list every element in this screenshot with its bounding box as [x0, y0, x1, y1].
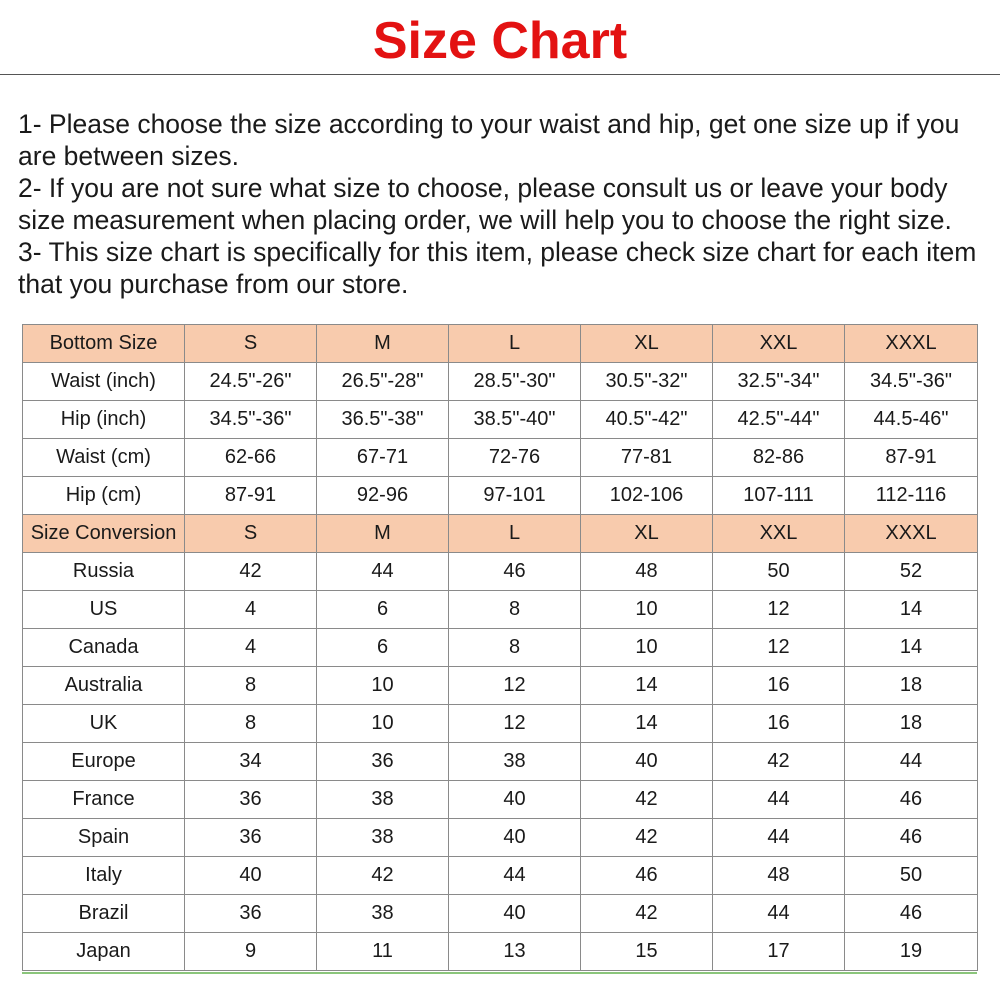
table-cell: 38 [317, 781, 449, 819]
table-cell: 44 [713, 819, 845, 857]
table-cell: 38.5"-40" [449, 401, 581, 439]
header-size-cell: L [449, 515, 581, 553]
table-cell: 18 [845, 705, 978, 743]
table-cell: 11 [317, 933, 449, 971]
table-cell: 30.5"-32" [581, 363, 713, 401]
table-cell: 87-91 [185, 477, 317, 515]
note-2: 2- If you are not sure what size to choose, please consult us or leave your body size measurement when placing order, we will help you to choose the right size. [18, 173, 952, 235]
header-size-cell: M [317, 515, 449, 553]
table-cell: 40 [449, 781, 581, 819]
table-cell: 16 [713, 705, 845, 743]
note-3: 3- This size chart is specifically for this item, please check size chart for each item that you purchase from our store. [18, 237, 977, 299]
table-cell: 72-76 [449, 439, 581, 477]
table-cell: 36 [317, 743, 449, 781]
table-cell: 42.5"-44" [713, 401, 845, 439]
table-cell: 40 [449, 819, 581, 857]
table-cell: 14 [845, 591, 978, 629]
row-label-cell: France [23, 781, 185, 819]
table-cell: 13 [449, 933, 581, 971]
table-cell: 14 [581, 667, 713, 705]
table-row [23, 591, 978, 629]
table-cell: 28.5"-30" [449, 363, 581, 401]
table-cell: 46 [581, 857, 713, 895]
table-cell: 38 [449, 743, 581, 781]
table-cell: 18 [845, 667, 978, 705]
row-label-cell: Waist (inch) [23, 363, 185, 401]
table-cell: 67-71 [317, 439, 449, 477]
table-header-row [23, 515, 978, 553]
table-cell: 38 [317, 819, 449, 857]
table-bottom-accent [22, 972, 977, 974]
table-cell: 19 [845, 933, 978, 971]
row-label-cell: Hip (cm) [23, 477, 185, 515]
table-cell: 40 [185, 857, 317, 895]
header-label-cell: Bottom Size [23, 325, 185, 363]
table-row [23, 933, 978, 971]
table-cell: 48 [713, 857, 845, 895]
table-row [23, 895, 978, 933]
table-cell: 8 [185, 705, 317, 743]
table-cell: 34 [185, 743, 317, 781]
table-cell: 42 [317, 857, 449, 895]
table-cell: 77-81 [581, 439, 713, 477]
table-cell: 10 [581, 629, 713, 667]
table-cell: 44.5-46" [845, 401, 978, 439]
page-title: Size Chart [372, 12, 628, 70]
table-row [23, 743, 978, 781]
header-label-cell: Size Conversion [23, 515, 185, 553]
header-size-cell: M [317, 325, 449, 363]
header-size-cell: L [449, 325, 581, 363]
table-cell: 16 [713, 667, 845, 705]
table-cell: 87-91 [845, 439, 978, 477]
table-cell: 34.5"-36" [845, 363, 978, 401]
row-label-cell: Australia [23, 667, 185, 705]
table-cell: 24.5"-26" [185, 363, 317, 401]
header-size-cell: XL [581, 515, 713, 553]
table-cell: 92-96 [317, 477, 449, 515]
table-cell: 44 [317, 553, 449, 591]
header-size-cell: XXXL [845, 325, 978, 363]
size-table-body [23, 325, 978, 971]
table-cell: 4 [185, 629, 317, 667]
row-label-cell: Spain [23, 819, 185, 857]
table-cell: 46 [449, 553, 581, 591]
table-cell: 44 [713, 781, 845, 819]
table-cell: 36.5"-38" [317, 401, 449, 439]
row-label-cell: Europe [23, 743, 185, 781]
row-label-cell: Italy [23, 857, 185, 895]
table-cell: 36 [185, 781, 317, 819]
row-label-cell: UK [23, 705, 185, 743]
table-cell: 52 [845, 553, 978, 591]
table-cell: 50 [845, 857, 978, 895]
table-row [23, 553, 978, 591]
row-label-cell: Hip (inch) [23, 401, 185, 439]
row-label-cell: Canada [23, 629, 185, 667]
header-size-cell: XXXL [845, 515, 978, 553]
table-cell: 34.5"-36" [185, 401, 317, 439]
header-size-cell: XL [581, 325, 713, 363]
table-cell: 4 [185, 591, 317, 629]
table-cell: 44 [449, 857, 581, 895]
row-label-cell: Japan [23, 933, 185, 971]
table-cell: 44 [713, 895, 845, 933]
table-cell: 9 [185, 933, 317, 971]
table-cell: 107-111 [713, 477, 845, 515]
table-cell: 26.5"-28" [317, 363, 449, 401]
size-table [22, 324, 978, 971]
table-cell: 6 [317, 629, 449, 667]
row-label-cell: Brazil [23, 895, 185, 933]
table-cell: 40.5"-42" [581, 401, 713, 439]
table-cell: 42 [581, 781, 713, 819]
table-row [23, 667, 978, 705]
table-cell: 12 [449, 667, 581, 705]
size-notes [18, 108, 993, 300]
table-cell: 48 [581, 553, 713, 591]
table-cell: 46 [845, 895, 978, 933]
table-cell: 62-66 [185, 439, 317, 477]
table-cell: 6 [317, 591, 449, 629]
table-row [23, 857, 978, 895]
table-cell: 50 [713, 553, 845, 591]
table-cell: 8 [449, 629, 581, 667]
table-row [23, 705, 978, 743]
table-cell: 38 [317, 895, 449, 933]
table-cell: 42 [581, 895, 713, 933]
row-label-cell: US [23, 591, 185, 629]
table-cell: 32.5"-34" [713, 363, 845, 401]
table-cell: 40 [449, 895, 581, 933]
header-size-cell: XXL [713, 325, 845, 363]
table-row [23, 439, 978, 477]
table-cell: 10 [581, 591, 713, 629]
table-cell: 46 [845, 819, 978, 857]
table-row [23, 629, 978, 667]
header-size-cell: S [185, 325, 317, 363]
table-cell: 42 [185, 553, 317, 591]
table-cell: 8 [449, 591, 581, 629]
row-label-cell: Russia [23, 553, 185, 591]
table-cell: 40 [581, 743, 713, 781]
header-size-cell: XXL [713, 515, 845, 553]
table-header-row [23, 325, 978, 363]
title-divider [0, 74, 1000, 75]
table-cell: 42 [713, 743, 845, 781]
table-cell: 14 [581, 705, 713, 743]
table-cell: 15 [581, 933, 713, 971]
table-cell: 10 [317, 667, 449, 705]
table-cell: 102-106 [581, 477, 713, 515]
table-row [23, 781, 978, 819]
table-cell: 46 [845, 781, 978, 819]
table-row [23, 819, 978, 857]
table-row [23, 401, 978, 439]
table-cell: 10 [317, 705, 449, 743]
table-cell: 14 [845, 629, 978, 667]
table-cell: 112-116 [845, 477, 978, 515]
table-cell: 36 [185, 895, 317, 933]
table-cell: 42 [581, 819, 713, 857]
table-cell: 12 [713, 591, 845, 629]
table-cell: 82-86 [713, 439, 845, 477]
header-size-cell: S [185, 515, 317, 553]
table-cell: 12 [449, 705, 581, 743]
table-cell: 12 [713, 629, 845, 667]
table-cell: 17 [713, 933, 845, 971]
row-label-cell: Waist (cm) [23, 439, 185, 477]
table-row [23, 363, 978, 401]
table-cell: 36 [185, 819, 317, 857]
table-cell: 97-101 [449, 477, 581, 515]
table-cell: 8 [185, 667, 317, 705]
table-row [23, 477, 978, 515]
note-1: 1- Please choose the size according to your waist and hip, get one size up if you are between sizes. [18, 109, 960, 171]
table-cell: 44 [845, 743, 978, 781]
